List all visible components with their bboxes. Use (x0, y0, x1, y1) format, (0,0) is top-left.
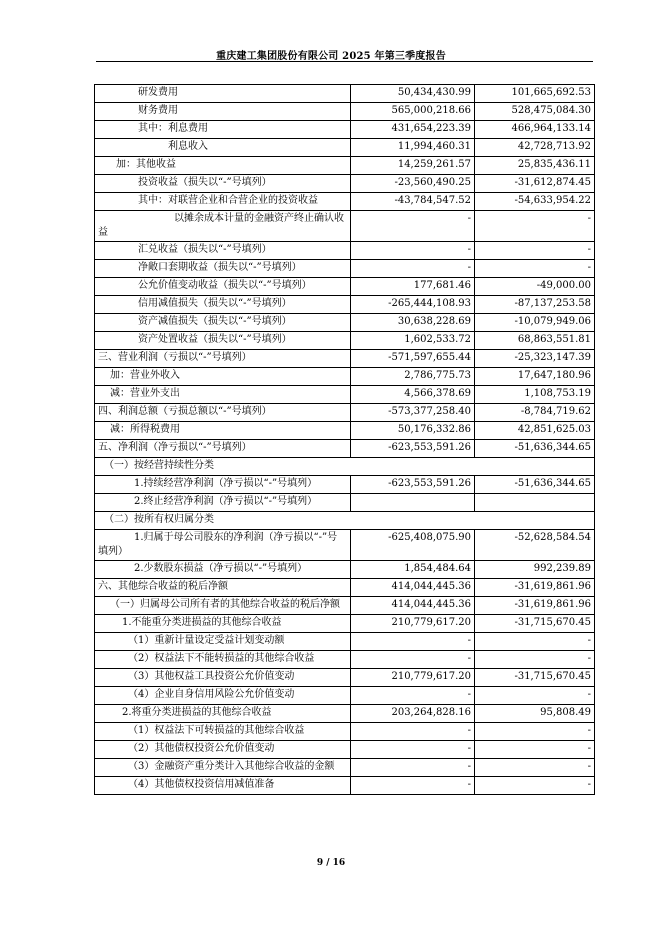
current-period-value: 4,566,378.69 (351, 386, 475, 404)
prior-period-value: - (475, 242, 595, 260)
prior-period-value: -31,715,670.45 (475, 615, 595, 633)
table-row (95, 350, 595, 368)
prior-period-value: - (475, 741, 595, 759)
table-row (95, 759, 595, 777)
table-row (95, 723, 595, 741)
prior-period-value: 42,728,713.92 (475, 139, 595, 157)
prior-period-value: -51,636,344.65 (475, 440, 595, 458)
row-label: 五、净利润（净亏损以“-”号填列） (95, 440, 351, 458)
row-label: 1.归属于母公司股东的净利润（净亏损以“-”号填列） (95, 530, 351, 561)
prior-period-value: - (475, 687, 595, 705)
current-period-value: - (351, 687, 475, 705)
row-label: 净敞口套期收益（损失以“-”号填列） (95, 260, 351, 278)
row-label: 以摊余成本计量的金融资产终止确认收益 (95, 211, 351, 242)
current-period-value: -571,597,655.44 (351, 350, 475, 368)
current-period-value: 414,044,445.36 (351, 579, 475, 597)
current-period-value: 210,779,617.20 (351, 669, 475, 687)
row-label: 加：营业外收入 (95, 368, 351, 386)
table-row (95, 157, 595, 175)
row-label: （2）权益法下不能转损益的其他综合收益 (95, 651, 351, 669)
current-period-value: -573,377,258.40 (351, 404, 475, 422)
row-label: （一）按经营持续性分类 (95, 458, 595, 476)
table-row (95, 85, 595, 103)
row-label: （3）其他权益工具投资公允价值变动 (95, 669, 351, 687)
row-label: 资产减值损失（损失以“-”号填列） (95, 314, 351, 332)
row-label: 公允价值变动收益（损失以“-”号填列） (95, 278, 351, 296)
row-label: 减：所得税费用 (95, 422, 351, 440)
row-label: 三、营业利润（亏损以“-”号填列） (95, 350, 351, 368)
row-label: 财务费用 (95, 103, 351, 121)
current-period-value: 30,638,228.69 (351, 314, 475, 332)
prior-period-value: -31,619,861.96 (475, 579, 595, 597)
table-row (95, 368, 595, 386)
prior-period-value: 101,665,692.53 (475, 85, 595, 103)
current-period-value: 177,681.46 (351, 278, 475, 296)
row-label: 四、利润总额（亏损总额以“-”号填列） (95, 404, 351, 422)
row-label: 2.少数股东损益（净亏损以“-”号填列） (95, 561, 351, 579)
current-period-value: - (351, 260, 475, 278)
current-period-value: 50,176,332.86 (351, 422, 475, 440)
row-label: 1.不能重分类进损益的其他综合收益 (95, 615, 351, 633)
header-divider (96, 61, 593, 62)
current-period-value: - (351, 759, 475, 777)
current-period-value: 414,044,445.36 (351, 597, 475, 615)
row-label: 汇兑收益（损失以“-”号填列） (95, 242, 351, 260)
row-label: （3）金融资产重分类计入其他综合收益的金额 (95, 759, 351, 777)
prior-period-value: 95,808.49 (475, 705, 595, 723)
current-period-value: 210,779,617.20 (351, 615, 475, 633)
table-row (95, 404, 595, 422)
current-period-value: 14,259,261.57 (351, 157, 475, 175)
table-row (95, 386, 595, 404)
current-period-value: - (351, 723, 475, 741)
prior-period-value: -31,612,874.45 (475, 175, 595, 193)
current-period-value: - (351, 741, 475, 759)
prior-period-value: 17,647,180.96 (475, 368, 595, 386)
current-period-value: 1,602,533.72 (351, 332, 475, 350)
prior-period-value: -51,636,344.65 (475, 476, 595, 494)
table-row (95, 121, 595, 139)
row-label: 减：营业外支出 (95, 386, 351, 404)
table-row (95, 193, 595, 211)
table-row (95, 597, 595, 615)
row-label: （二）按所有权归属分类 (95, 512, 595, 530)
prior-period-value: - (475, 759, 595, 777)
table-row (95, 579, 595, 597)
table-row (95, 512, 595, 530)
table-row (95, 494, 595, 512)
current-period-value: -623,553,591.26 (351, 476, 475, 494)
current-period-value: - (351, 211, 475, 242)
row-label: （1）权益法下可转损益的其他综合收益 (95, 723, 351, 741)
current-period-value: - (351, 777, 475, 795)
prior-period-value: 528,475,084.30 (475, 103, 595, 121)
table-row (95, 476, 595, 494)
prior-period-value: 992,239.89 (475, 561, 595, 579)
current-period-value (351, 494, 475, 512)
row-label: 2.将重分类进损益的其他综合收益 (95, 705, 351, 723)
current-period-value: 50,434,430.99 (351, 85, 475, 103)
current-period-value: - (351, 242, 475, 260)
current-period-value: -23,560,490.25 (351, 175, 475, 193)
prior-period-value: - (475, 211, 595, 242)
table-row (95, 440, 595, 458)
table-row (95, 561, 595, 579)
row-label: 其中：利息费用 (95, 121, 351, 139)
prior-period-value: -25,323,147.39 (475, 350, 595, 368)
prior-period-value: 466,964,133.14 (475, 121, 595, 139)
prior-period-value: 25,835,436.11 (475, 157, 595, 175)
table-row (95, 103, 595, 121)
row-label: （4）企业自身信用风险公允价值变动 (95, 687, 351, 705)
table-row (95, 242, 595, 260)
prior-period-value: -31,715,670.45 (475, 669, 595, 687)
current-period-value: - (351, 633, 475, 651)
table-row (95, 422, 595, 440)
table-row (95, 175, 595, 193)
row-label: （一）归属母公司所有者的其他综合收益的税后净额 (95, 597, 351, 615)
prior-period-value: 1,108,753.19 (475, 386, 595, 404)
row-label: 投资收益（损失以“-”号填列） (95, 175, 351, 193)
prior-period-value: - (475, 651, 595, 669)
row-label: 2.终止经营净利润（净亏损以“-”号填列） (95, 494, 351, 512)
table-row (95, 139, 595, 157)
prior-period-value: - (475, 723, 595, 741)
current-period-value: -43,784,547.52 (351, 193, 475, 211)
table-row (95, 705, 595, 723)
table-row (95, 296, 595, 314)
row-label: （1）重新计量设定受益计划变动额 (95, 633, 351, 651)
table-row (95, 458, 595, 476)
current-period-value: 11,994,460.31 (351, 139, 475, 157)
table-row (95, 669, 595, 687)
prior-period-value: -49,000.00 (475, 278, 595, 296)
table-row (95, 278, 595, 296)
prior-period-value: - (475, 260, 595, 278)
table-row (95, 633, 595, 651)
row-label: 研发费用 (95, 85, 351, 103)
income-statement-table (94, 84, 595, 795)
page-number: 9 / 16 (316, 858, 346, 868)
row-label: 加：其他收益 (95, 157, 351, 175)
row-label: 信用减值损失（损失以“-”号填列） (95, 296, 351, 314)
current-period-value: -623,553,591.26 (351, 440, 475, 458)
table-row (95, 777, 595, 795)
prior-period-value: -8,784,719.62 (475, 404, 595, 422)
prior-period-value: 68,863,551.81 (475, 332, 595, 350)
table-row (95, 615, 595, 633)
row-label: 利息收入 (95, 139, 351, 157)
row-label: （2）其他债权投资公允价值变动 (95, 741, 351, 759)
table-row (95, 687, 595, 705)
current-period-value: -625,408,075.90 (351, 530, 475, 561)
prior-period-value: - (475, 633, 595, 651)
prior-period-value: -54,633,954.22 (475, 193, 595, 211)
table-row (95, 332, 595, 350)
prior-period-value: -52,628,584.54 (475, 530, 595, 561)
prior-period-value (475, 494, 595, 512)
row-label: 六、其他综合收益的税后净额 (95, 579, 351, 597)
row-label: 资产处置收益（损失以“-”号填列） (95, 332, 351, 350)
row-label: （4）其他债权投资信用减值准备 (95, 777, 351, 795)
current-period-value: 2,786,775.73 (351, 368, 475, 386)
prior-period-value: -87,137,253.58 (475, 296, 595, 314)
table-row (95, 211, 595, 242)
page-header: 重庆建工集团股份有限公司 2025 年第三季度报告 (216, 51, 446, 62)
prior-period-value: 42,851,625.03 (475, 422, 595, 440)
table-row (95, 741, 595, 759)
current-period-value: 565,000,218.66 (351, 103, 475, 121)
row-label: 其中：对联营企业和合营企业的投资收益 (95, 193, 351, 211)
current-period-value: 203,264,828.16 (351, 705, 475, 723)
prior-period-value: -31,619,861.96 (475, 597, 595, 615)
table-row (95, 530, 595, 561)
prior-period-value: - (475, 777, 595, 795)
row-label: 1.持续经营净利润（净亏损以“-”号填列） (95, 476, 351, 494)
current-period-value: -265,444,108.93 (351, 296, 475, 314)
table-row (95, 314, 595, 332)
current-period-value: 1,854,484.64 (351, 561, 475, 579)
table-row (95, 260, 595, 278)
table-row (95, 651, 595, 669)
current-period-value: - (351, 651, 475, 669)
current-period-value: 431,654,223.39 (351, 121, 475, 139)
prior-period-value: -10,079,949.06 (475, 314, 595, 332)
